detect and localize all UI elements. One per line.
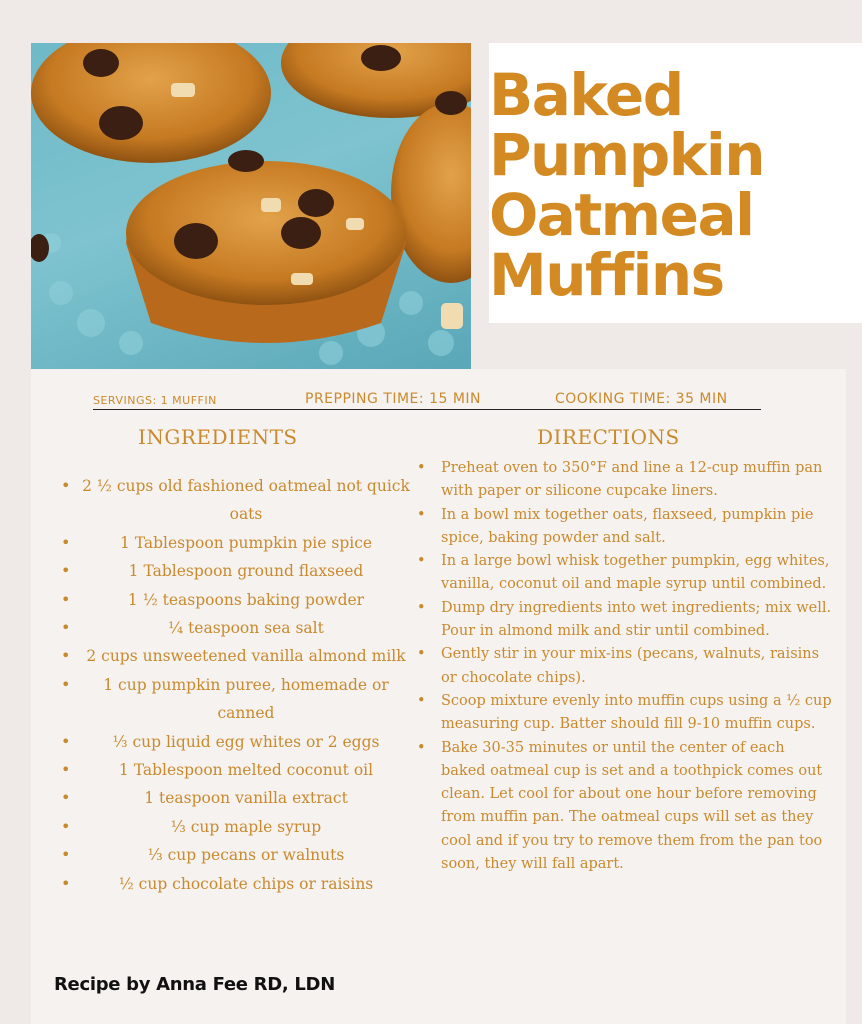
bullet-icon: • [417,599,426,616]
directions-list [417,457,833,876]
ingredient-item: • ⅓ cup maple syrup [61,813,411,841]
bullet-icon: • [417,692,426,709]
ingredient-item: • 1 Tablespoon melted coconut oil [61,756,411,784]
bullet-icon: • [61,674,71,694]
direction-step: • In a large bowl whisk together pumpkin, egg whites, vanilla, coconut oil and maple syrup until combined. [417,550,833,597]
bullet-icon: • [417,506,426,523]
title-line: Pumpkin [489,121,764,189]
ingredient-item: • 1 ½ teaspoons baking powder [61,586,411,614]
muffin-photo [31,43,471,369]
direction-step: • Dump dry ingredients into wet ingredients; mix well. Pour in almond milk and stir until combined. [417,597,833,644]
ingredient-item: • ⅓ cup pecans or walnuts [61,841,411,869]
ingredients-list [61,472,411,898]
bullet-icon: • [61,788,71,808]
ingredient-item: • 1 Tablespoon ground flaxseed [61,557,411,585]
bullet-icon: • [61,561,71,581]
ingredients-heading: INGREDIENTS [138,425,298,449]
ingredient-item: • ⅓ cup liquid egg whites or 2 eggs [61,728,411,756]
bullet-icon: • [417,646,426,663]
bullet-icon: • [417,553,426,570]
divider-line [93,409,761,410]
ingredient-item: • 1 Tablespoon pumpkin pie spice [61,529,411,557]
bullet-icon: • [61,589,71,609]
bullet-icon: • [61,845,71,865]
bullet-icon: • [61,873,71,893]
bullet-icon: • [61,731,71,751]
bullet-icon: • [61,532,71,552]
prepping-time-label: PREPPING TIME: 15 MIN [305,391,482,407]
title-line: Muffins [489,241,724,309]
directions-heading: DIRECTIONS [537,425,680,449]
recipe-credit: Recipe by Anna Fee RD, LDN [54,974,335,995]
direction-step: • Gently stir in your mix-ins (pecans, walnuts, raisins or chocolate chips). [417,643,833,690]
ingredient-item: • 1 teaspoon vanilla extract [61,784,411,812]
direction-step: • In a bowl mix together oats, flaxseed, pumpkin pie spice, baking powder and salt. [417,504,833,551]
recipe-title [489,43,862,309]
bullet-icon: • [61,816,71,836]
title-box [489,43,862,323]
ingredient-item: • 1 cup pumpkin puree, homemade or canned [61,671,411,728]
bullet-icon: • [417,460,426,476]
title-line: Oatmeal [489,181,754,249]
bullet-icon: • [61,646,71,666]
ingredient-item: • ¼ teaspoon sea salt [61,614,411,642]
direction-step: • Preheat oven to 350°F and line a 12-cup muffin pan with paper or silicone cupcake liners. [417,457,833,504]
bullet-icon: • [61,476,71,495]
ingredient-item: • 2 ½ cups old fashioned oatmeal not quick oats [61,472,411,529]
bullet-icon: • [61,760,71,780]
cooking-time-label: COOKING TIME: 35 MIN [555,391,728,407]
servings-label: SERVINGS: 1 MUFFIN [93,394,217,407]
bullet-icon: • [417,739,426,756]
ingredient-item: • 2 cups unsweetened vanilla almond milk [61,642,411,670]
direction-step: • Bake 30-35 minutes or until the center of each baked oatmeal cup is set and a toothpick comes out clean. Let cool for about one hour before removing from muffin pan. The oatmeal cups will set as they cool and if you try to remove them from the pan too soon, they will fall apart. [417,737,833,877]
title-line: Baked [489,61,683,129]
ingredient-item: • ½ cup chocolate chips or raisins [61,870,411,898]
direction-step: • Scoop mixture evenly into muffin cups using a ½ cup measuring cup. Batter should fill 9-10 muffin cups. [417,690,833,737]
recipe-card [31,369,846,1024]
bullet-icon: • [61,618,71,638]
